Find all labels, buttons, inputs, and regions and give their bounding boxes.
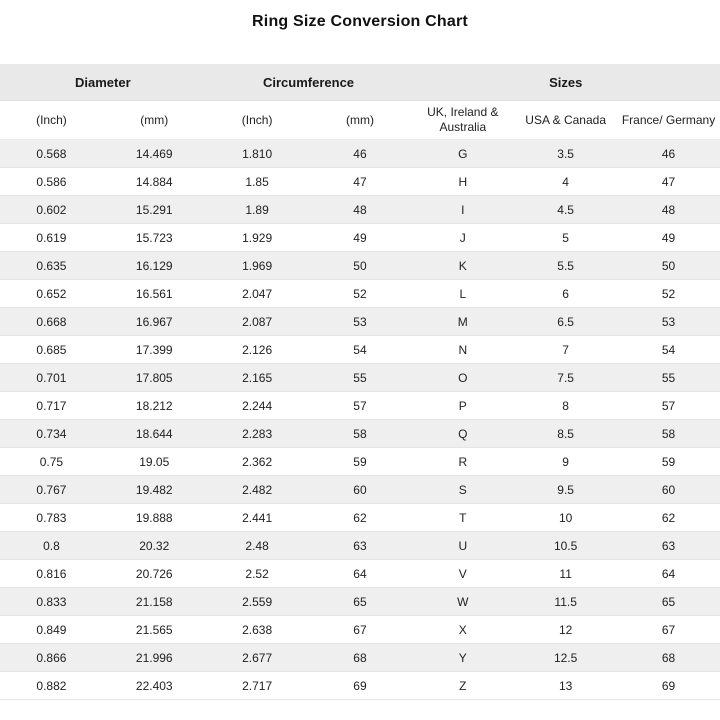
table-cell: 65 [617, 588, 720, 616]
table-cell: 50 [617, 252, 720, 280]
table-cell: 46 [617, 140, 720, 168]
table-cell: 54 [309, 336, 412, 364]
table-cell: 2.717 [206, 672, 309, 700]
table-cell: 60 [617, 476, 720, 504]
table-cell: 16.967 [103, 308, 206, 336]
table-cell: N [411, 336, 514, 364]
table-cell: 21.996 [103, 644, 206, 672]
table-cell: 19.888 [103, 504, 206, 532]
table-row [0, 280, 720, 308]
table-cell: 0.734 [0, 420, 103, 448]
ring-size-conversion-table [0, 64, 720, 700]
table-row [0, 616, 720, 644]
table-row [0, 672, 720, 700]
table-body [0, 140, 720, 700]
table-cell: 9.5 [514, 476, 617, 504]
table-cell: 65 [309, 588, 412, 616]
table-cell: 21.158 [103, 588, 206, 616]
table-cell: 50 [309, 252, 412, 280]
table-cell: 11.5 [514, 588, 617, 616]
table-cell: 0.849 [0, 616, 103, 644]
table-row [0, 364, 720, 392]
group-header-sizes: Sizes [411, 64, 720, 101]
table-cell: 64 [309, 560, 412, 588]
table-cell: 20.726 [103, 560, 206, 588]
table-cell: 11 [514, 560, 617, 588]
table-cell: 2.087 [206, 308, 309, 336]
table-cell: 10 [514, 504, 617, 532]
group-header-circumference: Circumference [206, 64, 412, 101]
table-cell: 1.89 [206, 196, 309, 224]
table-cell: 59 [617, 448, 720, 476]
column-header-usa-canada: USA & Canada [514, 101, 617, 140]
table-cell: 8 [514, 392, 617, 420]
table-cell: 52 [309, 280, 412, 308]
table-cell: 52 [617, 280, 720, 308]
table-cell: K [411, 252, 514, 280]
table-cell: 0.701 [0, 364, 103, 392]
table-cell: 0.619 [0, 224, 103, 252]
table-cell: 1.810 [206, 140, 309, 168]
table-row [0, 168, 720, 196]
table-cell: H [411, 168, 514, 196]
table-cell: 59 [309, 448, 412, 476]
table-row [0, 140, 720, 168]
table-cell: V [411, 560, 514, 588]
column-header-circumference-inch: (Inch) [206, 101, 309, 140]
table-cell: 17.399 [103, 336, 206, 364]
table-cell: 46 [309, 140, 412, 168]
table-cell: 0.8 [0, 532, 103, 560]
table-cell: R [411, 448, 514, 476]
table-cell: 2.52 [206, 560, 309, 588]
table-cell: 13 [514, 672, 617, 700]
table-cell: 68 [617, 644, 720, 672]
table-cell: 0.586 [0, 168, 103, 196]
table-cell: 57 [617, 392, 720, 420]
column-header-diameter-mm: (mm) [103, 101, 206, 140]
table-cell: 48 [309, 196, 412, 224]
page-title: Ring Size Conversion Chart [252, 13, 468, 30]
table-cell: 6.5 [514, 308, 617, 336]
table-cell: 54 [617, 336, 720, 364]
table-cell: 2.677 [206, 644, 309, 672]
table-cell: 2.283 [206, 420, 309, 448]
table-row [0, 420, 720, 448]
table-cell: 0.816 [0, 560, 103, 588]
column-header-circumference-mm: (mm) [309, 101, 412, 140]
table-cell: Y [411, 644, 514, 672]
table-cell: J [411, 224, 514, 252]
table-cell: 18.644 [103, 420, 206, 448]
table-cell: W [411, 588, 514, 616]
table-row [0, 392, 720, 420]
table-cell: U [411, 532, 514, 560]
table-cell: 4 [514, 168, 617, 196]
table-cell: 48 [617, 196, 720, 224]
table-cell: 12.5 [514, 644, 617, 672]
table-cell: 68 [309, 644, 412, 672]
table-cell: 0.767 [0, 476, 103, 504]
table-cell: 69 [617, 672, 720, 700]
table-cell: 16.561 [103, 280, 206, 308]
table-cell: 20.32 [103, 532, 206, 560]
table-row [0, 252, 720, 280]
table-row [0, 504, 720, 532]
table-cell: 0.783 [0, 504, 103, 532]
table-cell: Q [411, 420, 514, 448]
table-cell: 53 [309, 308, 412, 336]
table-cell: 2.362 [206, 448, 309, 476]
table-cell: 60 [309, 476, 412, 504]
table-cell: 1.929 [206, 224, 309, 252]
table-cell: 55 [617, 364, 720, 392]
table-cell: 12 [514, 616, 617, 644]
table-cell: 2.165 [206, 364, 309, 392]
table-cell: 22.403 [103, 672, 206, 700]
table-cell: 16.129 [103, 252, 206, 280]
table-cell: 8.5 [514, 420, 617, 448]
table-cell: 2.48 [206, 532, 309, 560]
table-row [0, 196, 720, 224]
table-cell: 14.469 [103, 140, 206, 168]
table-cell: 5 [514, 224, 617, 252]
group-header-diameter: Diameter [0, 64, 206, 101]
table-cell: 10.5 [514, 532, 617, 560]
table-row [0, 560, 720, 588]
table-cell: M [411, 308, 514, 336]
table-cell: 49 [617, 224, 720, 252]
table-cell: 0.833 [0, 588, 103, 616]
table-cell: 15.291 [103, 196, 206, 224]
table-cell: I [411, 196, 514, 224]
table-row [0, 448, 720, 476]
table-cell: 58 [617, 420, 720, 448]
table-cell: 2.047 [206, 280, 309, 308]
table-cell: 69 [309, 672, 412, 700]
table-cell: 7 [514, 336, 617, 364]
table-cell: 0.602 [0, 196, 103, 224]
table-cell: 47 [309, 168, 412, 196]
table-cell: 21.565 [103, 616, 206, 644]
table-cell: 17.805 [103, 364, 206, 392]
table-cell: 15.723 [103, 224, 206, 252]
table-row [0, 532, 720, 560]
table-header [0, 64, 720, 140]
table-cell: 55 [309, 364, 412, 392]
table-cell: 0.685 [0, 336, 103, 364]
table-cell: Z [411, 672, 514, 700]
table-row [0, 308, 720, 336]
table-cell: P [411, 392, 514, 420]
table-cell: 62 [309, 504, 412, 532]
table-cell: 63 [617, 532, 720, 560]
group-header-row [0, 64, 720, 101]
table-row [0, 476, 720, 504]
table-cell: 67 [617, 616, 720, 644]
table-cell: 6 [514, 280, 617, 308]
table-cell: 1.969 [206, 252, 309, 280]
table-cell: 7.5 [514, 364, 617, 392]
table-cell: 53 [617, 308, 720, 336]
table-cell: 0.866 [0, 644, 103, 672]
table-cell: 0.882 [0, 672, 103, 700]
table-cell: 0.635 [0, 252, 103, 280]
table-cell: 0.717 [0, 392, 103, 420]
table-cell: 2.441 [206, 504, 309, 532]
table-cell: 2.638 [206, 616, 309, 644]
table-cell: 47 [617, 168, 720, 196]
table-cell: 9 [514, 448, 617, 476]
table-cell: 0.668 [0, 308, 103, 336]
table-cell: 4.5 [514, 196, 617, 224]
table-cell: 2.482 [206, 476, 309, 504]
column-header-diameter-inch: (Inch) [0, 101, 103, 140]
table-cell: O [411, 364, 514, 392]
table-cell: 2.126 [206, 336, 309, 364]
table-cell: 0.75 [0, 448, 103, 476]
table-row [0, 644, 720, 672]
column-header-row [0, 101, 720, 140]
column-header-uk-ireland-australia: UK, Ireland & Australia [411, 101, 514, 140]
table-cell: 2.559 [206, 588, 309, 616]
table-cell: 19.05 [103, 448, 206, 476]
table-cell: 1.85 [206, 168, 309, 196]
table-cell: 14.884 [103, 168, 206, 196]
table-cell: 0.652 [0, 280, 103, 308]
table-cell: 57 [309, 392, 412, 420]
table-cell: G [411, 140, 514, 168]
table-cell: L [411, 280, 514, 308]
table-cell: T [411, 504, 514, 532]
table-cell: S [411, 476, 514, 504]
table-cell: 18.212 [103, 392, 206, 420]
table-cell: 3.5 [514, 140, 617, 168]
table-cell: 19.482 [103, 476, 206, 504]
column-header-france-germany: France/ Germany [617, 101, 720, 140]
table-row [0, 336, 720, 364]
table-cell: 62 [617, 504, 720, 532]
table-cell: 64 [617, 560, 720, 588]
table-cell: 63 [309, 532, 412, 560]
table-cell: 58 [309, 420, 412, 448]
table-row [0, 588, 720, 616]
table-cell: 0.568 [0, 140, 103, 168]
table-cell: 49 [309, 224, 412, 252]
table-row [0, 224, 720, 252]
table-cell: 67 [309, 616, 412, 644]
table-cell: 5.5 [514, 252, 617, 280]
table-cell: X [411, 616, 514, 644]
table-cell: 2.244 [206, 392, 309, 420]
